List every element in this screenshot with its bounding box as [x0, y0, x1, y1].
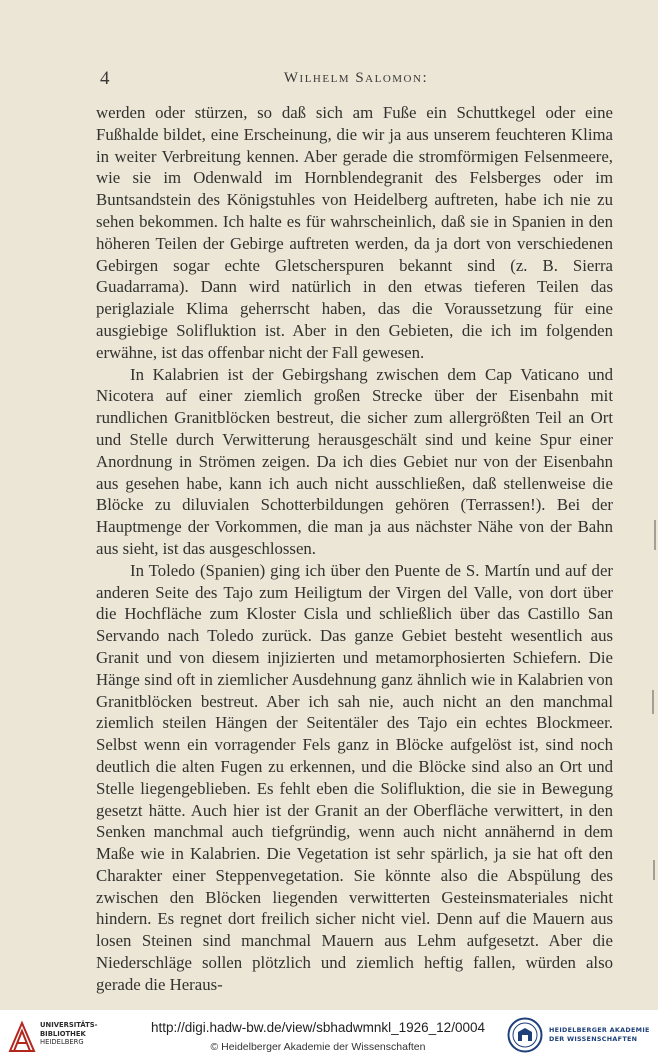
academy-line-2: DER WISSENSCHAFTEN	[549, 1035, 638, 1043]
library-line-1: UNIVERSITÄTS-	[40, 1021, 98, 1029]
running-head: Wilhelm Salomon:	[283, 70, 429, 86]
permalink-url[interactable]: http://digi.hadw-bw.de/view/sbhadwmnkl_1926_12/0004	[151, 1020, 485, 1035]
scan-artifact	[653, 860, 655, 880]
university-library-name	[40, 1021, 120, 1047]
paragraph-3: In Toledo (Spanien) ging ich über den Puente de S. Martín und auf der anderen Seite des Tajo zum Heiligtum der Virgen del Valle, von dort über die Hochfläche zum Kloster Cisla und schließlich über das Castillo San Servando nach Toledo zurück. Das ganze Gebiet besteht wesentlich aus Granit und von diesem injizierten und metamorphosierten Schiefern. Die Hänge sind oft in ziemlicher Ausdehnung ganz ähnlich wie in Kalabrien von Granitblöcken bestreut. Aber ich sah nie, auch nicht an den manchmal ziemlich steilen Hängen der Seitentäler des Tajo ein echtes Blockmeer. Selbst wenn ein vorragender Fels ganz in Blöcke aufgelöst ist, sind noch deutlich die alten Fugen zu erkennen, und die Blöcke sind also an Ort und Stelle liegengeblieben. Es fehlt eben die Solifluktion, die sie in Bewegung gesetzt hätte. Auch hier ist der Granit an der Oberfläche verwittert, in den Senken manchmal auch tiefgründig, wenn auch nicht annähernd in dem Maße wie in Kalabrien. Die Vegetation ist sehr spärlich, ja sie hat oft den Charakter einer Steppenvegetation. Sie könnte also die Abspülung des zwischen den Blöcken liegenden verwitterten Gesteinsmateriales nicht hindern. Es regnet dort freilich sicher nicht viel. Denn auf die Mauern aus losen Steinen sind manchmal Mauern aus Lehm aufgesetzt. Aber die Niederschläge sollen plötzlich und ziemlich heftig fallen, würden also gerade die Heraus-	[96, 560, 613, 994]
academy-name	[549, 1026, 657, 1044]
scan-artifact	[654, 520, 656, 550]
academy-line-1: HEIDELBERGER AKADEMIE	[549, 1026, 650, 1034]
university-library-logo-icon	[8, 1019, 36, 1053]
page-number: 4	[100, 68, 110, 89]
paragraph-2: In Kalabrien ist der Gebirgshang zwischen dem Cap Vaticano und Nicotera auf einer ziemlich großen Strecke über der Eisenbahn mit rundlichen Granitblöcken bestreut, die sicher zum allergrößten Teil an Ort und Stelle durch Verwitterung herausgeschält sind und keine Spur einer Anordnung in Strömen zeigen. Da ich dies Gebiet nur von der Eisenbahn aus gesehen habe, kann ich auch nicht ausschließen, daß stellenweise die Blöcke zu diluvialen Schotterbildungen gehören (Terrassen!). Bei der Hauptmenge der Vorkommen, die man ja aus nächster Nähe von der Bahn aus sieht, ist das ausgeschlossen.	[96, 364, 613, 558]
copyright-notice: © Heidelberger Akademie der Wissenschaften	[210, 1041, 426, 1053]
library-line-3: HEIDELBERG	[40, 1038, 84, 1047]
scan-artifact	[652, 690, 654, 714]
paragraph-1: werden oder stürzen, so daß sich am Fuße ein Schuttkegel oder eine Fußhalde bildet, eine Erscheinung, die wir ja aus unserem feuchteren Klima in weiter Verbreitung kennen. Aber gerade die stromförmigen Felsenmeere, wie sie im Odenwald im Hornblendegranit des Felsberges oder im Buntsandstein des Königstuhles von Heidelberg auftreten, habe ich nie zu sehen bekommen. Ich halte es für wahrscheinlich, daß sie in Spanien in den höheren Teilen der Gebirge auftreten werden, da ja dort von verschiedenen Gebirgen sogar echte Gletscherspuren bekannt sind (z. B. Sierra Guadarrama). Dann wird natürlich in den etwas tieferen Teilen das periglaziale Klima geherrscht haben, das die Voraussetzung für eine ausgiebige Solifluktion ist. Aber in den Gebieten, die ich im folgenden erwähne, ist das offenbar nicht der Fall gewesen.	[96, 103, 613, 362]
viewer-footer	[0, 1010, 658, 1060]
page-header	[96, 68, 616, 92]
library-line-2: BIBLIOTHEK	[40, 1029, 86, 1038]
academy-seal-icon	[507, 1017, 543, 1053]
body-text	[96, 102, 613, 996]
